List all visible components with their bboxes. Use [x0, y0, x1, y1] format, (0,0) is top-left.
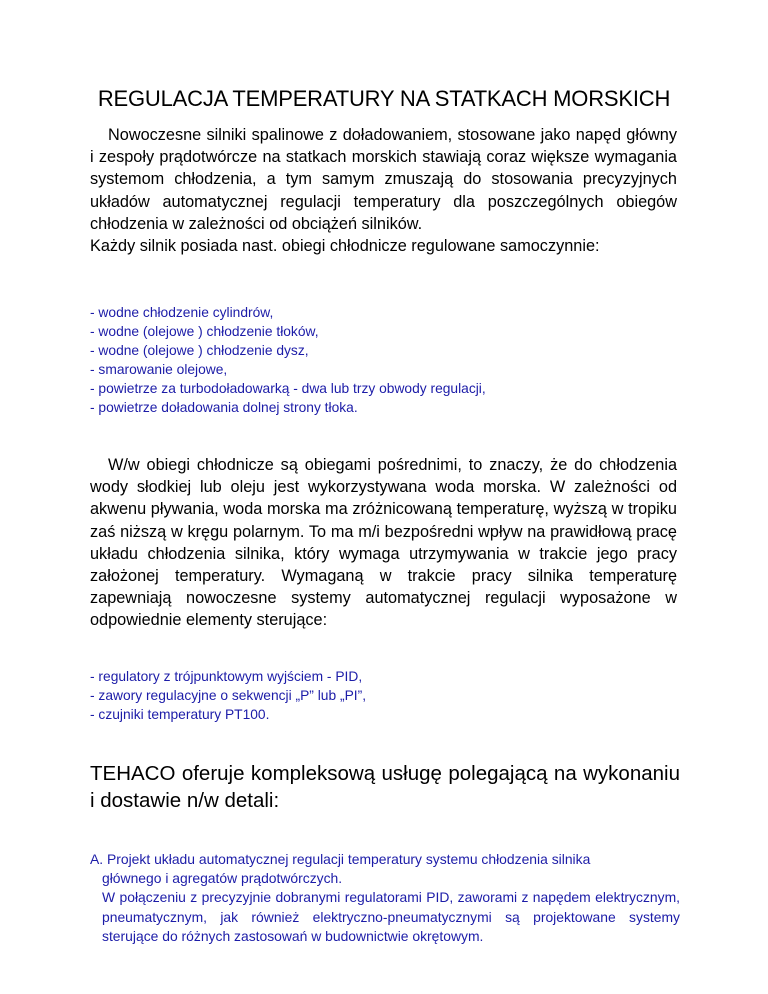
- intro-last-line: Każdy silnik posiada nast. obiegi chłodnicze regulowane samoczynnie:: [90, 237, 600, 256]
- cooling-circuits-list: [90, 303, 690, 418]
- list-item: - regulatory z trójpunktowym wyjściem - PID,: [90, 669, 363, 684]
- section-a-body: W połączeniu z precyzyjnie dobranymi regulatorami PID, zaworami z napędem elektrycznym, pneumatycznym, jak również elektryczno-pneumatycznymi są projektowane systemy sterujące do różnych zastosowań w budownictwie okrętowym.: [102, 889, 680, 944]
- list-item: - powietrze doładowania dolnej strony tłoka.: [90, 400, 358, 416]
- section-a-title: A. Projekt układu automatycznej regulacji temperatury systemu chłodzenia silnika: [90, 851, 591, 867]
- offer-heading: TEHACO oferuje kompleksową usługę polegającą na wykonaniu i dostawie n/w detali:: [90, 762, 680, 812]
- list-item: - zawory regulacyjne o sekwencji „P” lub „PI”,: [90, 688, 367, 704]
- section-a-title-cont: głównego i agregatów prądotwórczych.: [102, 870, 343, 887]
- section-a: [90, 850, 680, 946]
- page-title: REGULACJA TEMPERATURY NA STATKACH MORSKICH: [97, 86, 671, 111]
- intro-paragraph: [90, 124, 677, 257]
- intro-text: Nowoczesne silniki spalinowe z doładowaniem, stosowane jako napęd główny i zespoły prądotwórcze na statkach morskich stawiają coraz większe wymagania systemom chłodzenia, a tym samym zmuszają do stosowania precyzyjnych układów automatycznej regulacji temperatury dla poszczególnych obiegów chłodzenia w zależności od obciążeń silników.: [90, 126, 677, 233]
- list-item: - wodne (olejowe ) chłodzenie dysz,: [90, 343, 309, 359]
- body-paragraph: W/w obiegi chłodnicze są obiegami pośrednimi, to znaczy, że do chłodzenia wody słodkiej lub oleju jest wykorzystywana woda morska. W zależności od akwenu pływania, woda morska ma zróżnicowaną temperaturę, wyższą w tropiku zaś niższą w kręgu polarnym. To ma m/i bezpośredni wpływ na prawidłową pracę układu chłodzenia silnika, który wymaga utrzymywania w trakcie jego pracy założonej temperatury. Wymaganą w trakcie pracy silnika temperaturę zapewniają nowoczesne systemy automatycznej regulacji wyposażone w odpowiednie elementy sterujące:: [90, 456, 677, 630]
- list-item: - czujniki temperatury PT100.: [90, 707, 270, 723]
- list-item: - wodne chłodzenie cylindrów,: [90, 305, 274, 320]
- list-item: - wodne (olejowe ) chłodzenie tłoków,: [90, 324, 319, 340]
- list-item: - smarowanie olejowe,: [90, 362, 228, 378]
- list-item: - powietrze za turbodoładowarką - dwa lub trzy obwody regulacji,: [90, 381, 486, 397]
- control-elements-list: [90, 667, 690, 724]
